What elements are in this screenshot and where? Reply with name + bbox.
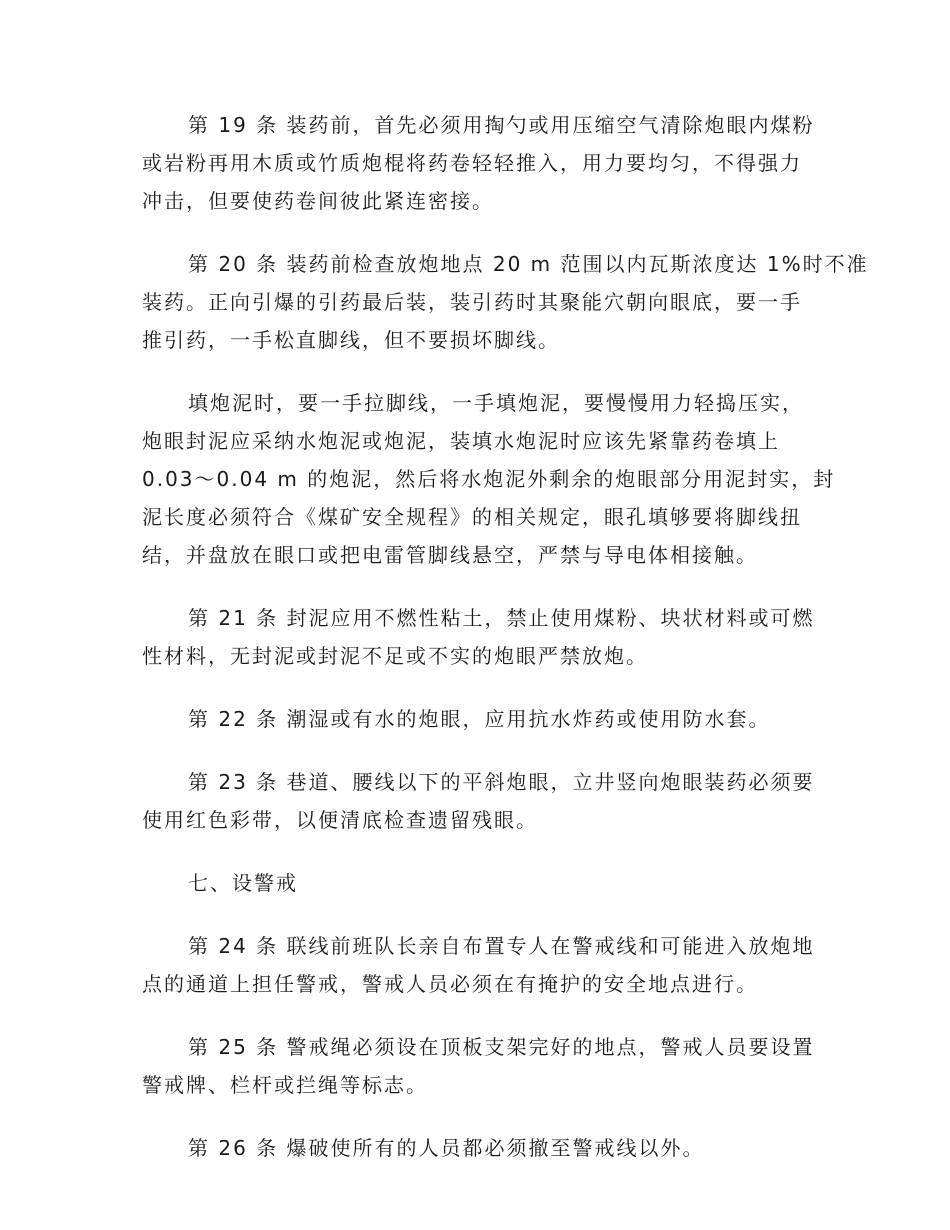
paragraph-article-25 [142, 1028, 815, 1104]
paragraph-article-20 [142, 245, 869, 359]
text-line: 第 20 条 装药前检查放炮地点 20 m 范围以内瓦斯浓度达 1%时不准 [188, 252, 869, 276]
paragraph-stemming [142, 384, 836, 574]
text-line: 第 22 条 潮湿或有水的炮眼，应用抗水炸药或使用防水套。 [188, 707, 771, 731]
text-line: 泥长度必须符合《煤矿安全规程》的相关规定，眼孔填够要将脚线扭 [142, 505, 802, 529]
paragraph-article-19 [142, 106, 815, 220]
section-heading-warning [142, 864, 800, 902]
text-line: 炮眼封泥应采纳水炮泥或炮泥，装填水炮泥时应该先紧靠药卷填上 [142, 429, 780, 453]
text-line: 冲击，但要使药卷间彼此紧连密接。 [142, 189, 494, 213]
text-line: 点的通道上担任警戒，警戒人员必须在有掩护的安全地点进行。 [142, 972, 758, 996]
text-line: 结，并盘放在眼口或把电雷管脚线悬空，严禁与导电体相接触。 [142, 543, 758, 567]
text-line: 第 21 条 封泥应用不燃性粘土，禁止使用煤粉、块状材料或可燃 [188, 606, 815, 630]
text-line: 推引药，一手松直脚线，但不要损坏脚线。 [142, 328, 560, 352]
text-line: 或岩粉再用木质或竹质炮棍将药卷轻轻推入，用力要均匀，不得强力 [142, 151, 802, 175]
paragraph-article-21 [142, 599, 815, 675]
text-line: 0.03～0.04 m 的炮泥，然后将水炮泥外剩余的炮眼部分用泥封实，封 [142, 467, 836, 491]
text-line: 性材料，无封泥或封泥不足或不实的炮眼严禁放炮。 [142, 644, 648, 668]
paragraph-article-24 [142, 927, 815, 1003]
text-line: 填炮泥时，要一手拉脚线，一手填炮泥，要慢慢用力轻捣压实， [188, 391, 804, 415]
section-heading: 七、设警戒 [188, 871, 298, 895]
paragraph-article-26 [142, 1129, 800, 1167]
text-line: 装药。正向引爆的引药最后装，装引药时其聚能穴朝向眼底，要一手 [142, 290, 802, 314]
text-line: 使用红色彩带，以便清底检查遗留残眼。 [142, 808, 538, 832]
paragraph-article-23 [142, 763, 815, 839]
text-line: 第 23 条 巷道、腰线以下的平斜炮眼，立井竖向炮眼装药必须要 [188, 770, 815, 794]
text-line: 第 19 条 装药前，首先必须用掏勺或用压缩空气清除炮眼内煤粉 [188, 113, 815, 137]
text-line: 第 24 条 联线前班队长亲自布置专人在警戒线和可能进入放炮地 [188, 934, 815, 958]
text-line: 第 25 条 警戒绳必须设在顶板支架完好的地点，警戒人员要设置 [188, 1035, 815, 1059]
text-line: 第 26 条 爆破使所有的人员都必须撤至警戒线以外。 [188, 1136, 705, 1160]
text-line: 警戒牌、栏杆或拦绳等标志。 [142, 1073, 428, 1097]
paragraph-article-22 [142, 700, 800, 738]
